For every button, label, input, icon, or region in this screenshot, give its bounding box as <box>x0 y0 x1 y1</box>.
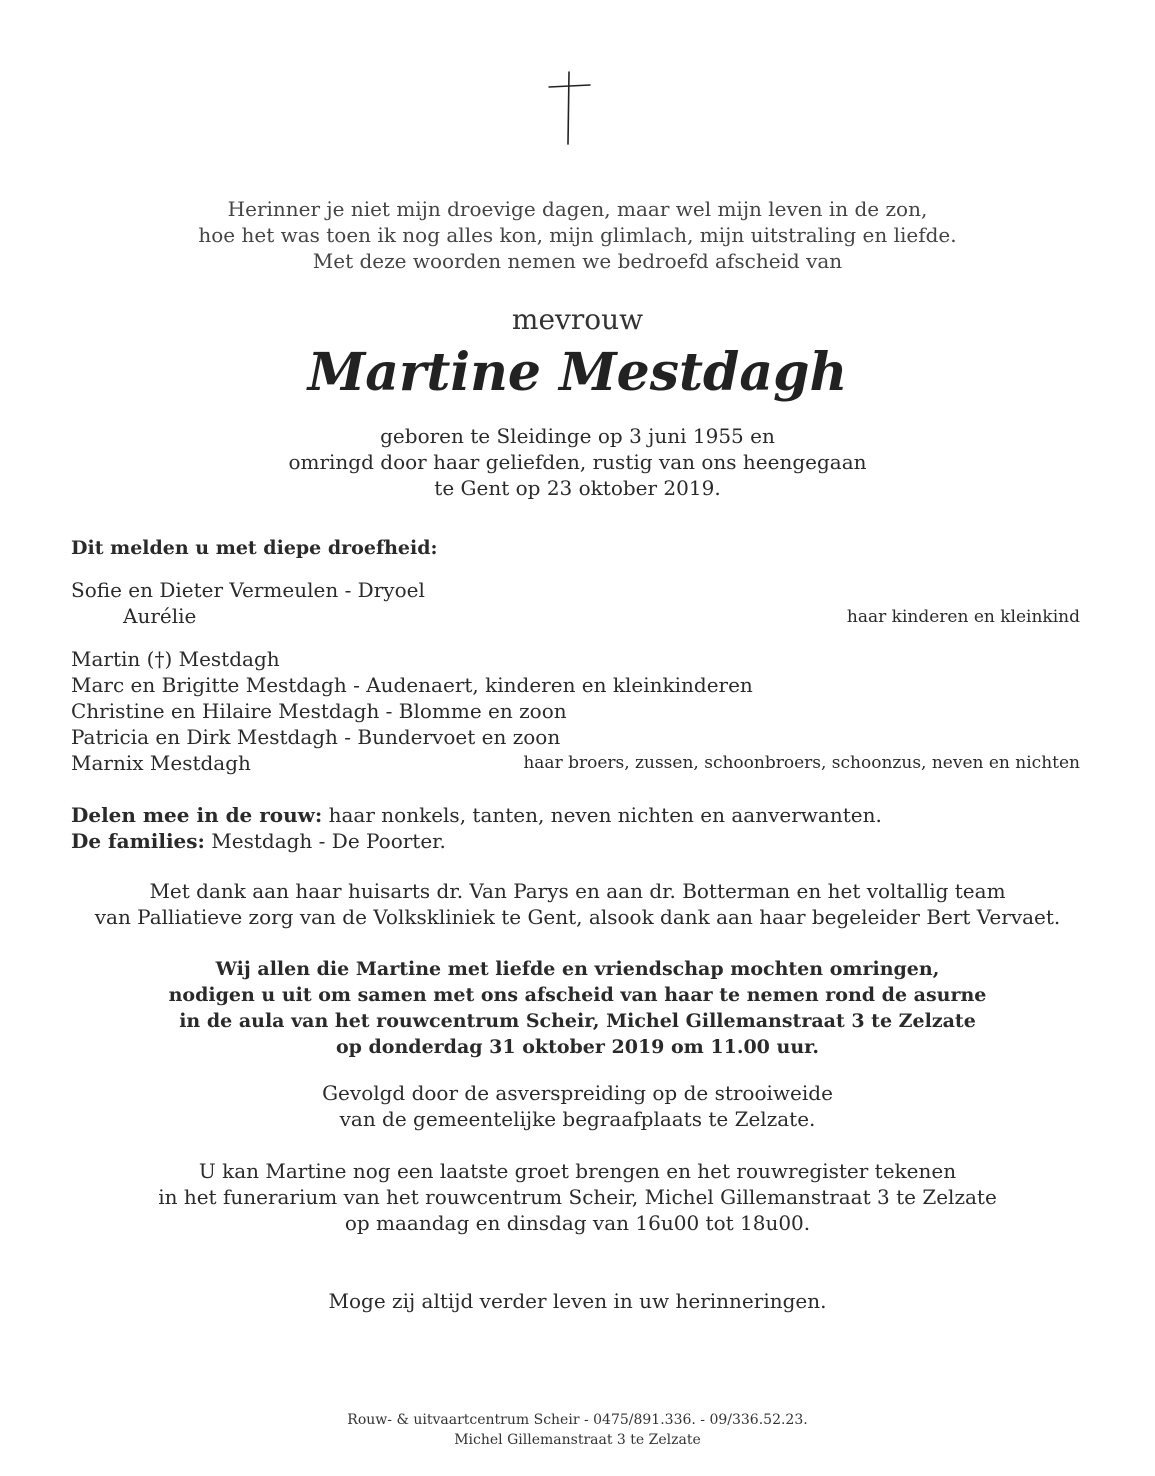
visitation-line: in het funerarium van het rouwcentrum Scheir, Michel Gillemanstraat 3 te Zelzate <box>158 1185 997 1209</box>
invitation-line: nodigen u uit om samen met ons afscheid van haar te nemen rond de asurne <box>168 984 987 1006</box>
funeral-home-footer <box>0 1410 1155 1450</box>
birth-details <box>0 423 1155 501</box>
families-line <box>71 828 882 854</box>
family-line: Martin (†) Mestdagh <box>71 647 280 671</box>
family-role-children: haar kinderen en kleinkind <box>846 607 1080 627</box>
mourning-section <box>71 802 882 854</box>
announcement-heading: Dit melden u met diepe droefheid: <box>71 537 438 559</box>
family-role-siblings: haar broers, zussen, schoonbroers, schoonzus, neven en nichten <box>523 753 1080 773</box>
poem-line: Met deze woorden nemen we bedroefd afscheid van <box>312 249 843 273</box>
birth-line: omringd door haar geliefden, rustig van ons heengegaan <box>288 450 867 474</box>
family-line: Marnix Mestdagh <box>71 751 251 775</box>
families-text: Mestdagh - De Poorter. <box>204 829 446 853</box>
thanks <box>0 878 1155 930</box>
visitation-line: op maandag en dinsdag van 16u00 tot 18u00. <box>344 1211 811 1235</box>
footer-line: Michel Gillemanstraat 3 te Zelzate <box>454 1432 701 1448</box>
poem-line: Herinner je niet mijn droevige dagen, maar wel mijn leven in de zon, <box>227 197 928 221</box>
scattering-info <box>0 1080 1155 1132</box>
mourning-label: Delen mee in de rouw: <box>71 803 323 827</box>
poem <box>0 196 1155 274</box>
invitation-line: op donderdag 31 oktober 2019 om 11.00 uur. <box>335 1036 820 1058</box>
family-line: Aurélie <box>123 604 197 628</box>
mourning-text: haar nonkels, tanten, neven nichten en aanverwanten. <box>322 803 882 827</box>
visitation-line: U kan Martine nog een laatste groet brengen en het rouwregister tekenen <box>198 1159 957 1183</box>
invitation-line: in de aula van het rouwcentrum Scheir, Michel Gillemanstraat 3 te Zelzate <box>179 1010 976 1032</box>
birth-line: geboren te Sleidinge op 3 juni 1955 en <box>380 424 775 448</box>
families-label: De families: <box>71 829 205 853</box>
family-line: Sofie en Dieter Vermeulen - Dryoel <box>71 578 425 602</box>
visitation-info <box>0 1158 1155 1236</box>
family-group-children <box>71 577 425 629</box>
thanks-line: Met dank aan haar huisarts dr. Van Parys en aan dr. Botterman en het voltallig team <box>149 879 1006 903</box>
scattering-line: Gevolgd door de asverspreiding op de strooiweide <box>322 1081 833 1105</box>
deceased-name: Martine Mestdagh <box>307 342 848 403</box>
family-line: Patricia en Dirk Mestdagh - Bundervoet en zoon <box>71 725 561 749</box>
invitation <box>0 956 1155 1060</box>
deceased-title: mevrouw <box>511 303 644 336</box>
family-line: Christine en Hilaire Mestdagh - Blomme en zoon <box>71 699 567 723</box>
closing-text: Moge zij altijd verder leven in uw herinneringen. <box>328 1289 827 1313</box>
birth-line: te Gent op 23 oktober 2019. <box>434 476 721 500</box>
poem-line: hoe het was toen ik nog alles kon, mijn glimlach, mijn uitstraling en liefde. <box>198 223 957 247</box>
scattering-line: van de gemeentelijke begraafplaats te Zelzate. <box>339 1107 816 1131</box>
cross-icon <box>546 70 592 146</box>
thanks-line: van Palliatieve zorg van de Volkskliniek te Gent, alsook dank aan haar begeleider Bert Vervaet. <box>94 905 1061 929</box>
mourning-line <box>71 802 882 828</box>
footer-line: Rouw- & uitvaartcentrum Scheir - 0475/891.336. - 09/336.52.23. <box>347 1412 808 1428</box>
family-line: Marc en Brigitte Mestdagh - Audenaert, kinderen en kleinkinderen <box>71 673 753 697</box>
invitation-line: Wij allen die Martine met liefde en vriendschap mochten omringen, <box>215 958 940 980</box>
